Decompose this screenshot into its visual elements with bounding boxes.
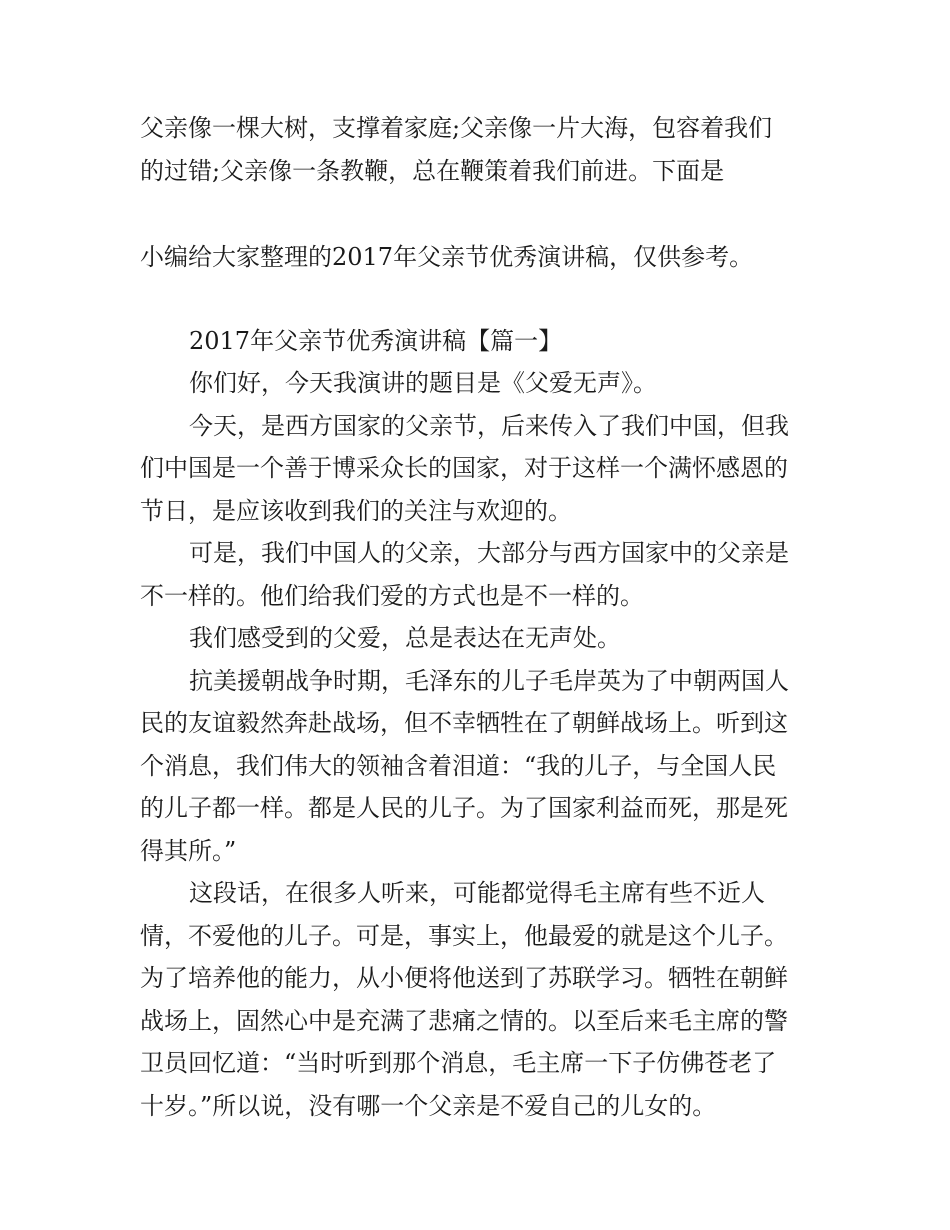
paragraph-3-line-2: 不一样的。他们给我们爱的方式也是不一样的。 — [140, 582, 644, 610]
section-heading: 2017年父亲节优秀演讲稿【篇一】 — [189, 327, 563, 355]
paragraph-5-line-4: 的儿子都一样。都是人民的儿子。为了国家利益而死，那是死 — [140, 794, 788, 822]
intro-line-3: 小编给大家整理的2017年父亲节优秀演讲稿，仅供参考。 — [140, 243, 754, 271]
paragraph-6-line-3: 为了培养他的能力，从小便将他送到了苏联学习。牺牲在朝鲜 — [140, 964, 788, 992]
paragraph-2-line-3: 节日，是应该收到我们的关注与欢迎的。 — [140, 497, 572, 525]
paragraph-6-line-6: 十岁。”所以说，没有哪一个父亲是不爱自己的儿女的。 — [140, 1092, 717, 1120]
paragraph-6-line-5: 卫员回忆道：“当时听到那个消息，毛主席一下子仿佛苍老了 — [140, 1049, 777, 1077]
paragraph-6-line-1: 这段话，在很多人听来，可能都觉得毛主席有些不近人 — [189, 879, 765, 907]
paragraph-6-line-2: 情，不爱他的儿子。可是，事实上，他最爱的就是这个儿子。 — [140, 922, 788, 950]
paragraph-5-line-1: 抗美援朝战争时期，毛泽东的儿子毛岸英为了中朝两国人 — [189, 667, 789, 695]
intro-line-2: 的过错;父亲像一条教鞭，总在鞭策着我们前进。下面是 — [140, 157, 725, 185]
paragraph-5-line-5: 得其所。” — [140, 837, 237, 865]
paragraph-5-line-3: 个消息，我们伟大的领袖含着泪道：“我的儿子，与全国人民 — [140, 752, 777, 780]
paragraph-5-line-2: 民的友谊毅然奔赴战场，但不幸牺牲在了朝鲜战场上。听到这 — [140, 709, 788, 737]
paragraph-3-line-1: 可是，我们中国人的父亲，大部分与西方国家中的父亲是 — [189, 539, 789, 567]
paragraph-4-line-1: 我们感受到的父爱，总是表达在无声处。 — [189, 624, 621, 652]
paragraph-2-line-1: 今天，是西方国家的父亲节，后来传入了我们中国，但我 — [189, 412, 789, 440]
paragraph-6-line-4: 战场上，固然心中是充满了悲痛之情的。以至后来毛主席的警 — [140, 1007, 788, 1035]
paragraph-2-line-2: 们中国是一个善于博采众长的国家，对于这样一个满怀感恩的 — [140, 454, 788, 482]
paragraph-1-line-1: 你们好，今天我演讲的题目是《父爱无声》。 — [189, 369, 657, 397]
intro-line-1: 父亲像一棵大树，支撑着家庭;父亲像一片大海，包容着我们 — [140, 114, 773, 142]
